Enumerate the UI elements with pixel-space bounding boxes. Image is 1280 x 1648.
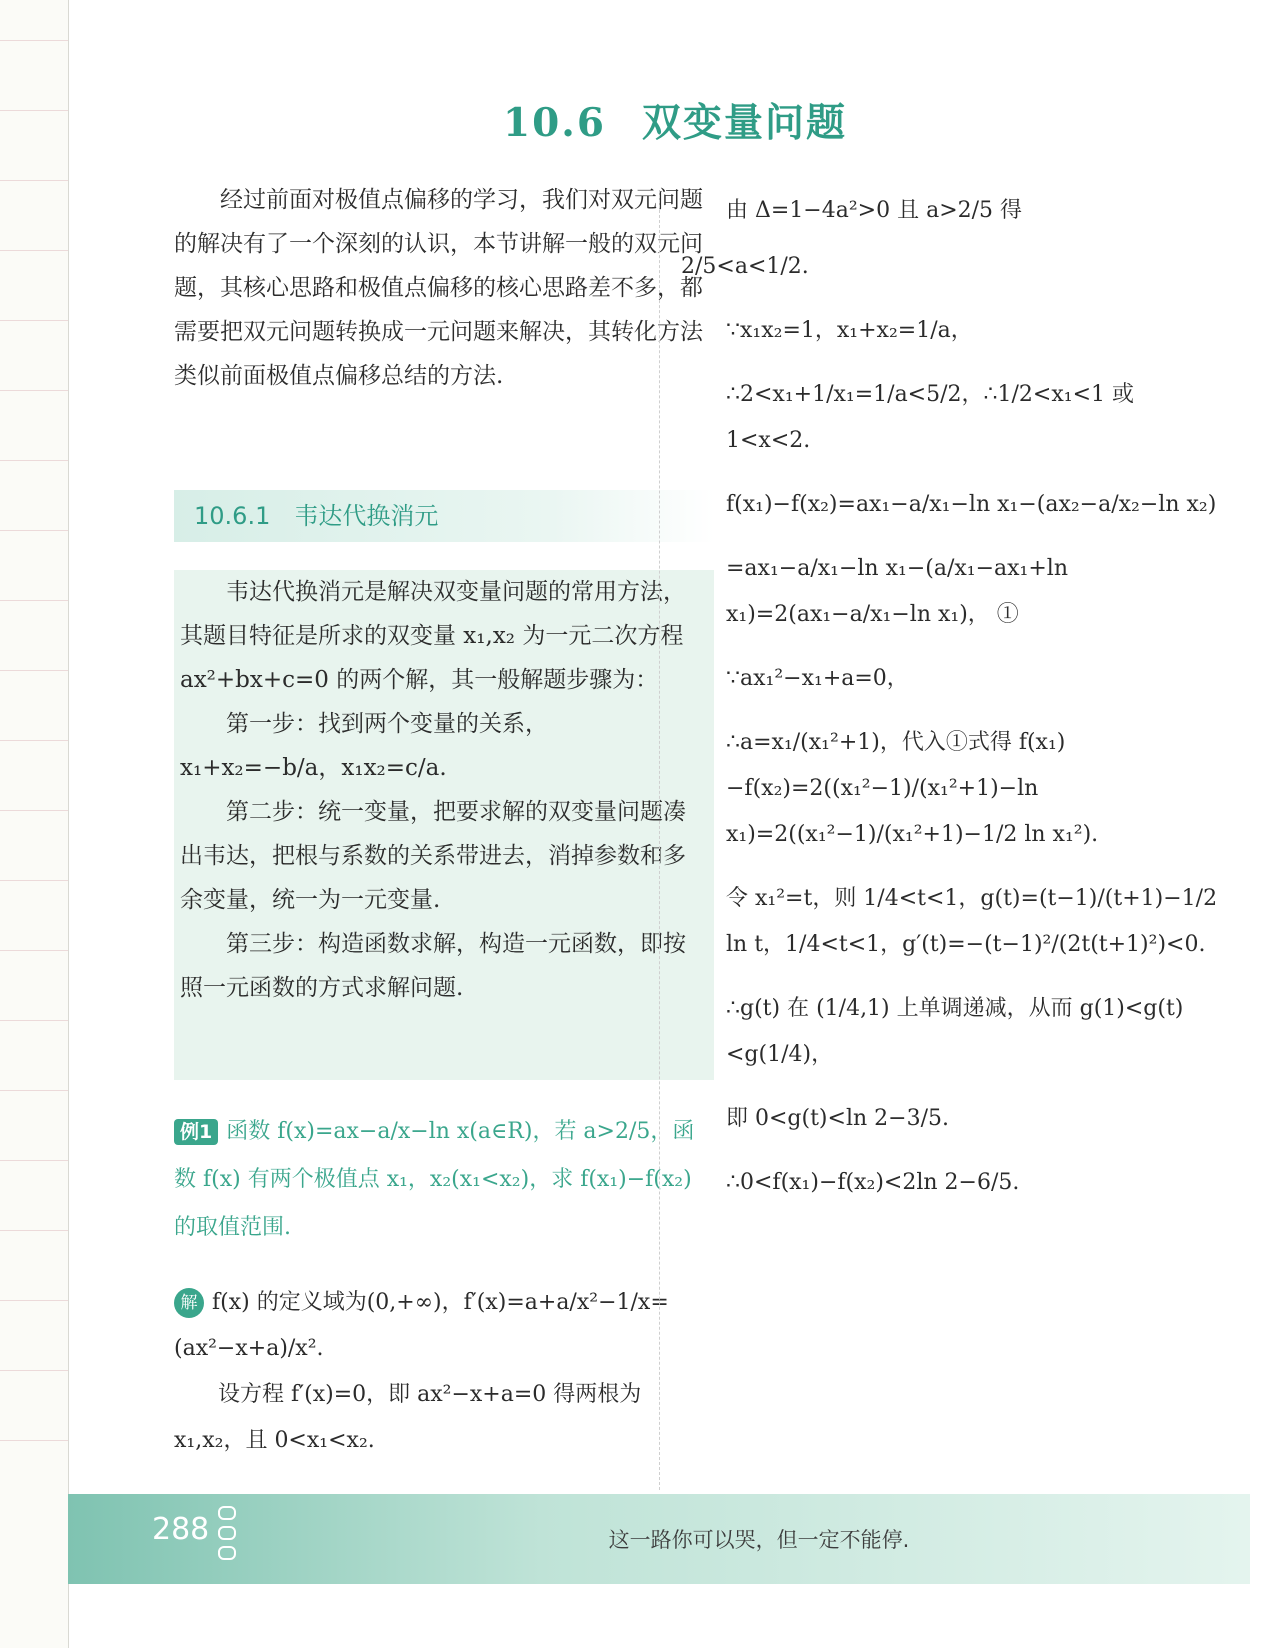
title-number: 10.6 bbox=[502, 100, 606, 146]
method-box-text bbox=[174, 570, 714, 1010]
right-column bbox=[681, 188, 1221, 1224]
section-number: 10.6.1 bbox=[194, 502, 271, 530]
example-badge: 例1 bbox=[174, 1119, 218, 1145]
section-heading bbox=[174, 490, 714, 542]
footer-motto: 这一路你可以哭，但一定不能停. bbox=[608, 1528, 910, 1552]
derivation-line: f(x₁)−f(x₂)=ax₁−a/x₁−ln x₁−(ax₂−a/x₂−ln x₂) bbox=[726, 492, 1217, 517]
title-text: 双变量问题 bbox=[641, 100, 847, 146]
page-title bbox=[69, 92, 1280, 148]
derivation-line: ∵ax₁²−x₁+a=0， bbox=[726, 666, 909, 691]
derivation-line: ∴0<f(x₁)−f(x₂)<2ln 2−6/5. bbox=[726, 1170, 1020, 1195]
method-step-1: 第一步：找到两个变量的关系，x₁+x₂=−b/a，x₁x₂=c/a. bbox=[180, 711, 548, 781]
derivation-line: ∴g(t) 在 (1/4,1) 上单调递减，从而 g(1)<g(t)<g(1/4)， bbox=[726, 996, 1184, 1067]
derivation-line: ∵x₁x₂=1，x₁+x₂=1/a， bbox=[726, 318, 973, 343]
derivation-line: 由 Δ=1−4a²>0 且 a>2/5 得 bbox=[726, 198, 1023, 223]
derivation-line: 2/5<a<1/2. bbox=[681, 254, 809, 279]
intro-paragraph bbox=[174, 178, 714, 398]
intro-text: 经过前面对极值点偏移的学习，我们对双元问题的解决有了一个深刻的认识，本节讲解一般的双元问题，其核心思路和极值点偏移的核心思路差不多，都需要把双元问题转换成一元问题来解决，其转化方法类似前面极值点偏移总结的方法. bbox=[174, 187, 703, 389]
method-intro: 韦达代换消元是解决双变量问题的常用方法，其题目特征是所求的双变量 x₁,x₂ 为一元二次方程 ax²+bx+c=0 的两个解，其一般解题步骤为： bbox=[180, 579, 686, 693]
derivation-line: =ax₁−a/x₁−ln x₁−(a/x₁−ax₁+ln x₁)=2(ax₁−a/x₁−ln x₁)， ① bbox=[726, 556, 1069, 627]
method-step-3: 第三步：构造函数求解，构造一元函数，即按照一元函数的方式求解问题. bbox=[180, 931, 686, 1001]
example-text: 函数 f(x)=ax−a/x−ln x(a∈R)，若 a>2/5，函数 f(x) 有两个极值点 x₁，x₂(x₁<x₂)，求 f(x₁)−f(x₂) 的取值范围. bbox=[174, 1119, 695, 1240]
column-divider bbox=[659, 190, 660, 1490]
derivation-line: 令 x₁²=t，则 1/4<t<1，g(t)=(t−1)/(t+1)−1/2 ln t，1/4<t<1，g′(t)=−(t−1)²/(2t(t+1)²)<0. bbox=[726, 886, 1218, 957]
derivation-line: ∴a=x₁/(x₁²+1)，代入①式得 f(x₁)−f(x₂)=2((x₁²−1)/(x₁²+1)−ln x₁)=2((x₁²−1)/(x₁²+1)−1/2 ln x₁²). bbox=[726, 730, 1099, 847]
solution-block bbox=[174, 1280, 714, 1464]
example-block bbox=[174, 1108, 714, 1252]
solution-line-2: 设方程 f′(x)=0，即 ax²−x+a=0 得两根为 x₁,x₂，且 0<x₁<x₂. bbox=[174, 1382, 642, 1453]
section-title: 韦达代换消元 bbox=[294, 502, 439, 530]
derivation-line: 即 0<g(t)<ln 2−3/5. bbox=[726, 1106, 949, 1131]
solution-badge: 解 bbox=[174, 1288, 204, 1318]
page-number: 288 bbox=[152, 1512, 210, 1547]
book-page bbox=[68, 0, 1280, 1648]
method-step-2: 第二步：统一变量，把要求解的双变量问题凑出韦达，把根与系数的关系带进去，消掉参数和多余变量，统一为一元变量. bbox=[180, 799, 686, 913]
page-footer bbox=[68, 1494, 1250, 1584]
derivation-line: ∴2<x₁+1/x₁=1/a<5/2，∴1/2<x₁<1 或 1<x<2. bbox=[726, 382, 1135, 453]
solution-line-1: f(x) 的定义域为(0,+∞)，f′(x)=a+a/x²−1/x=(ax²−x+a)/x². bbox=[174, 1290, 669, 1361]
